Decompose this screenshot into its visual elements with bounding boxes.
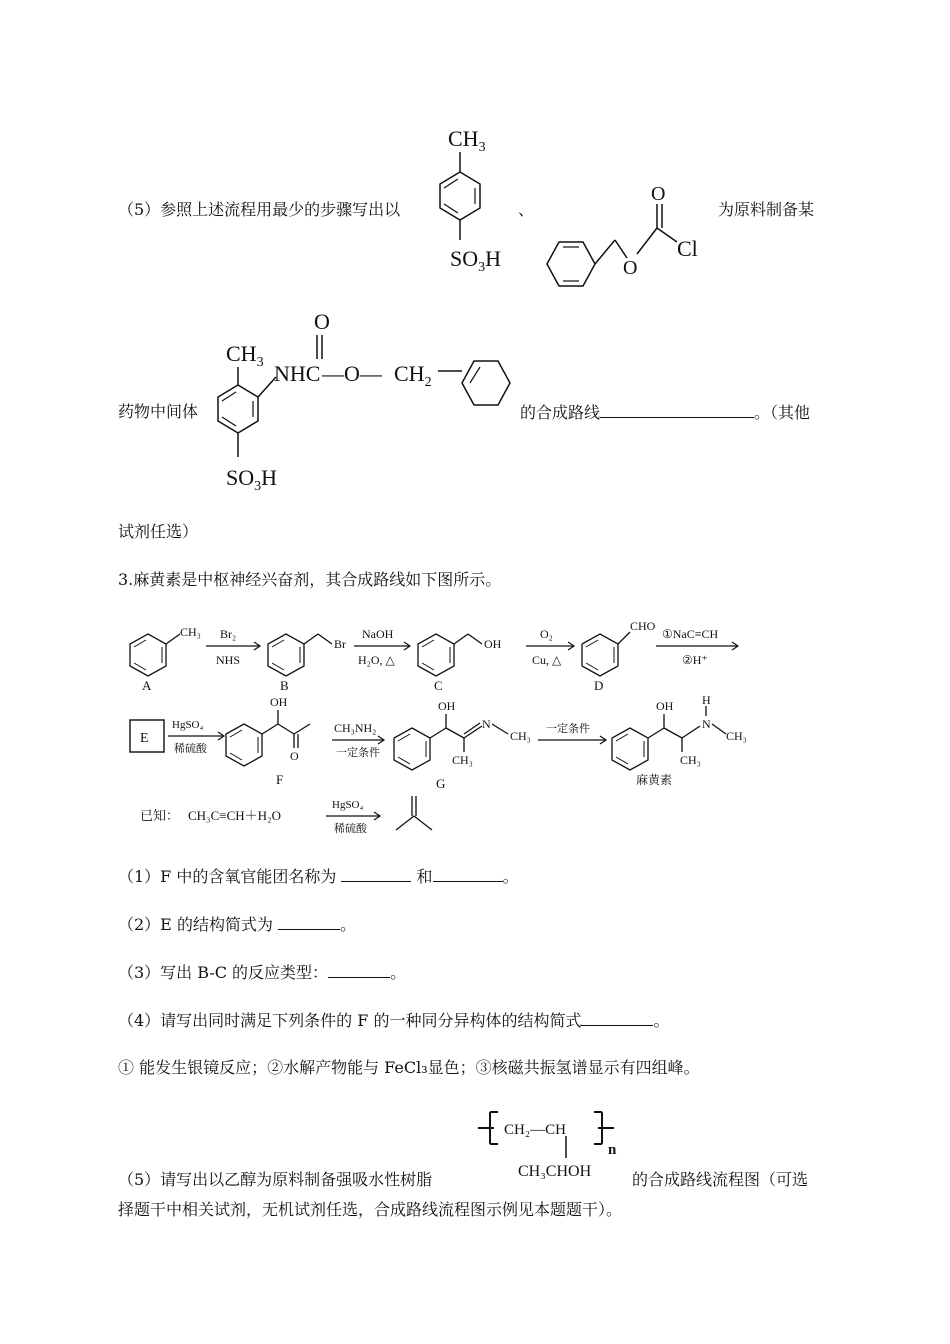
carbonyl-o-label: O: [651, 183, 666, 205]
compound-b: [268, 634, 346, 693]
svg-text:A: A: [142, 678, 152, 693]
benzyl-chloroformate-structure: [535, 180, 715, 290]
svg-text:稀硫酸: 稀硫酸: [334, 823, 367, 835]
svg-text:稀硫酸: 稀硫酸: [174, 743, 207, 755]
q2-part5-line3: 试剂任选）: [118, 522, 199, 541]
q3-3: （3）写出 B-C 的反应类型： 。: [118, 963, 407, 982]
compound-f: [226, 695, 310, 787]
svg-text:CH₃C≡CH＋H₂O: CH₃C≡CH＋H₂O: [188, 808, 281, 823]
svg-text:B: B: [280, 678, 289, 693]
svg-text:麻黄素: 麻黄素: [636, 773, 673, 787]
q3-3-blank[interactable]: [328, 962, 390, 978]
ch3-label: $CH_3$: [448, 126, 486, 155]
q3-2: （2）E 的结构简式为 。: [118, 915, 357, 934]
polymer-structure: [470, 1100, 630, 1190]
svg-text:H: H: [702, 693, 711, 707]
svg-text:NaOH: NaOH: [362, 627, 394, 641]
answer-blank[interactable]: [600, 402, 754, 418]
toluenesulfonic-acid-structure: [430, 122, 530, 282]
q2-part5-prefix: （5）参照上述流程用最少的步骤写出以: [118, 200, 401, 219]
ch2-label: $CH_2$: [394, 361, 432, 390]
q3-2-blank[interactable]: [278, 914, 340, 930]
svg-text:O: O: [290, 749, 299, 763]
so3h-label-2: $SO_3H$: [226, 465, 278, 494]
svg-text:OH: OH: [438, 699, 456, 713]
svg-text:CH₃: CH₃: [180, 625, 201, 639]
svg-text:OH: OH: [484, 637, 502, 651]
compound-a: [130, 625, 201, 693]
svg-text:②H⁺: ②H⁺: [682, 653, 708, 667]
cl-label: Cl: [677, 236, 698, 261]
carbonyl-o-label-2: O: [314, 309, 330, 334]
svg-text:CH₃: CH₃: [452, 753, 473, 767]
compound-d: [582, 619, 656, 693]
so3h-label: $SO_3H$: [450, 246, 502, 275]
compound-c: [418, 634, 502, 693]
drug-intermediate-structure: [200, 305, 520, 495]
svg-text:CH₃: CH₃: [726, 729, 747, 743]
svg-text:Br: Br: [334, 637, 346, 651]
q3-1-blank-1[interactable]: [341, 866, 411, 882]
svg-text:一定条件: 一定条件: [336, 747, 380, 759]
svg-text:G: G: [436, 776, 446, 791]
svg-text:Cu, △: Cu, △: [532, 653, 562, 667]
svg-text:Br₂: Br₂: [220, 627, 237, 641]
svg-text:一定条件: 一定条件: [546, 723, 590, 735]
q3-4: （4）请写出同时满足下列条件的 F 的一种同分异构体的结构简式 。: [118, 1011, 670, 1030]
compound-e-box: [130, 720, 164, 752]
svg-text:OH: OH: [656, 699, 674, 713]
svg-text:OH: OH: [270, 695, 288, 709]
q2-part5-line2-suffix: 的合成路线 。（其他: [520, 403, 811, 422]
svg-text:CH₃CHOH: CH₃CHOH: [518, 1163, 592, 1180]
nhc-label: NHC: [274, 361, 321, 386]
known-reaction: [140, 796, 432, 835]
svg-text:CH₃: CH₃: [510, 729, 531, 743]
svg-text:N: N: [482, 717, 491, 731]
q3-4-blank[interactable]: [581, 1010, 653, 1026]
q3-1-blank-2[interactable]: [433, 866, 503, 882]
svg-text:HgSO₄: HgSO₄: [332, 799, 364, 811]
q3-5-line2: 择题干中相关试剂，无机试剂任选，合成路线流程图示例见本题题干）。: [118, 1200, 623, 1219]
q2-part5-comma: 、: [518, 200, 535, 219]
q3-5-suffix: 的合成路线流程图（可选: [632, 1170, 809, 1189]
svg-text:F: F: [276, 772, 284, 787]
q2-part5-suffix: 为原料制备某: [718, 200, 815, 219]
q3-4-conditions: ① 能发生银镜反应；②水解产物能与 FeCl₃显色；③核磁共振氢谱显示有四组峰。: [118, 1058, 700, 1077]
q3-1: （1）F 中的含氧官能团名称为 和 。: [118, 867, 519, 886]
svg-text:CH₂—CH: CH₂—CH: [504, 1122, 566, 1138]
svg-text:n: n: [608, 1142, 617, 1158]
ester-o-label: O: [623, 257, 638, 279]
svg-text:H₂O, △: H₂O, △: [358, 653, 395, 667]
question3-title: 3.麻黄素是中枢神经兴奋剂，其合成路线如下图所示。: [118, 570, 502, 589]
svg-text:HgSO₄: HgSO₄: [172, 719, 204, 731]
svg-text:C: C: [434, 678, 443, 693]
q3-5-prefix: （5）请写出以乙醇为原料制备强吸水性树脂: [118, 1170, 433, 1189]
svg-text:CHO: CHO: [630, 619, 656, 633]
svg-text:NHS: NHS: [216, 653, 241, 667]
synthesis-scheme: [118, 612, 758, 840]
ester-o-link: —O—: [322, 361, 382, 386]
svg-text:CH₃NH₂: CH₃NH₂: [334, 721, 377, 735]
ch3-label-2: $CH_3$: [226, 341, 264, 370]
svg-text:①NaC≡CH: ①NaC≡CH: [662, 627, 719, 641]
q2-part5-line2-prefix: 药物中间体: [118, 402, 199, 421]
compound-g: [394, 699, 531, 791]
svg-text:D: D: [594, 678, 604, 693]
svg-text:O₂: O₂: [540, 627, 553, 641]
svg-text:已知：: 已知：: [140, 808, 180, 823]
svg-text:N: N: [702, 717, 711, 731]
compound-ephedrine: [612, 693, 747, 787]
svg-text:CH₃: CH₃: [680, 753, 701, 767]
svg-text:E: E: [140, 731, 149, 746]
